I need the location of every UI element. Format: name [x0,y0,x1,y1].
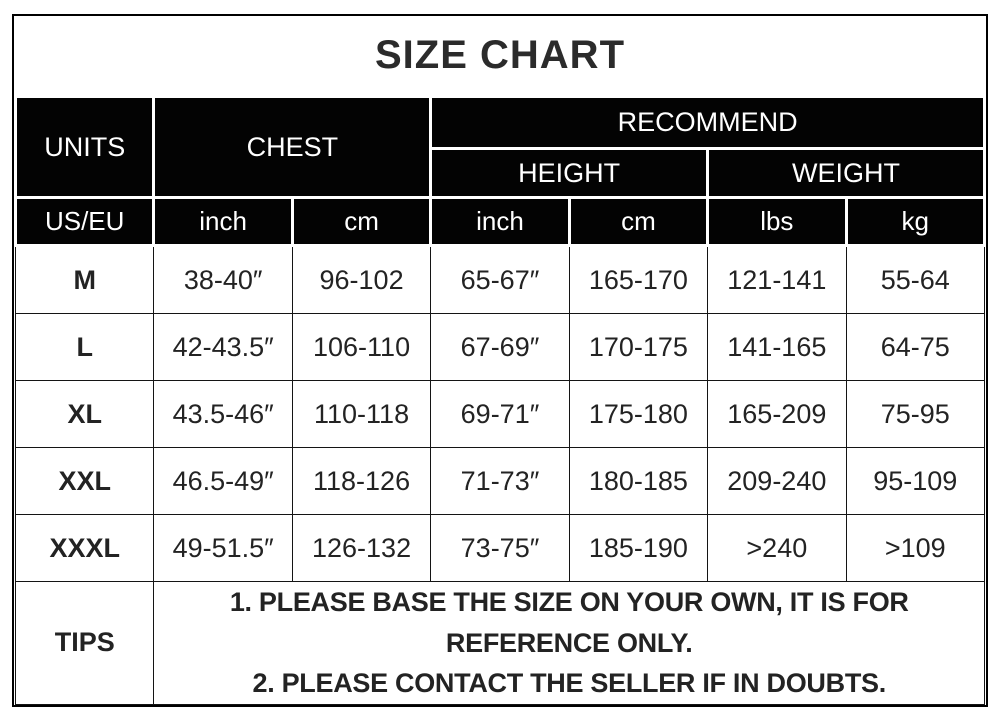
chest-inch-cell: 46.5-49″ [154,448,292,515]
height-inch-cell: 67-69″ [431,314,569,381]
weight-lbs-cell: >240 [708,515,846,582]
chest-inch-cell: 43.5-46″ [154,381,292,448]
weight-kg-cell: 75-95 [846,381,984,448]
table-row-xxl [16,448,985,515]
table-row-l [16,314,985,381]
weight-lbs-cell: 209-240 [708,448,846,515]
header-recommend: RECOMMEND [431,97,985,149]
tips-text [154,582,985,705]
subheader-weight-kg: kg [846,198,984,246]
chest-cm-cell: 118-126 [292,448,430,515]
subheader-height-inch: inch [431,198,569,246]
weight-lbs-cell: 121-141 [708,246,846,314]
size-cell: L [16,314,154,381]
weight-kg-cell: 95-109 [846,448,984,515]
weight-lbs-cell: 141-165 [708,314,846,381]
chest-inch-cell: 49-51.5″ [154,515,292,582]
subheader-chest-cm: cm [292,198,430,246]
table-row-m [16,246,985,314]
height-cm-cell: 185-190 [569,515,707,582]
weight-kg-cell: 64-75 [846,314,984,381]
header-chest: CHEST [154,97,431,198]
size-table [14,95,986,705]
chest-inch-cell: 42-43.5″ [154,314,292,381]
height-inch-cell: 65-67″ [431,246,569,314]
chest-cm-cell: 106-110 [292,314,430,381]
height-inch-cell: 73-75″ [431,515,569,582]
size-cell: XXXL [16,515,154,582]
chest-cm-cell: 126-132 [292,515,430,582]
weight-lbs-cell: 165-209 [708,381,846,448]
header-units: UNITS [16,97,154,198]
tips-line-2: 2. PLEASE CONTACT THE SELLER IF IN DOUBTS. [252,668,886,698]
weight-kg-cell: 55-64 [846,246,984,314]
height-inch-cell: 71-73″ [431,448,569,515]
tips-label: TIPS [16,582,154,705]
header-row-groups [16,97,985,149]
subheader-weight-lbs: lbs [708,198,846,246]
subheader-height-cm: cm [569,198,707,246]
header-height: HEIGHT [431,149,708,198]
header-row-units [16,198,985,246]
tips-line-1: 1. PLEASE BASE THE SIZE ON YOUR OWN, IT IS FOR REFERENCE ONLY. [229,587,909,658]
tips-row [16,582,985,705]
size-cell: XXL [16,448,154,515]
size-chart-frame [12,14,988,707]
height-inch-cell: 69-71″ [431,381,569,448]
height-cm-cell: 175-180 [569,381,707,448]
subheader-chest-inch: inch [154,198,292,246]
header-weight: WEIGHT [708,149,985,198]
weight-kg-cell: >109 [846,515,984,582]
size-cell: XL [16,381,154,448]
chest-cm-cell: 110-118 [292,381,430,448]
page-title: SIZE CHART [375,33,625,77]
chest-cm-cell: 96-102 [292,246,430,314]
subheader-us-eu: US/EU [16,198,154,246]
chest-inch-cell: 38-40″ [154,246,292,314]
height-cm-cell: 170-175 [569,314,707,381]
size-cell: M [16,246,154,314]
height-cm-cell: 180-185 [569,448,707,515]
table-row-xxxl [16,515,985,582]
height-cm-cell: 165-170 [569,246,707,314]
table-row-xl [16,381,985,448]
